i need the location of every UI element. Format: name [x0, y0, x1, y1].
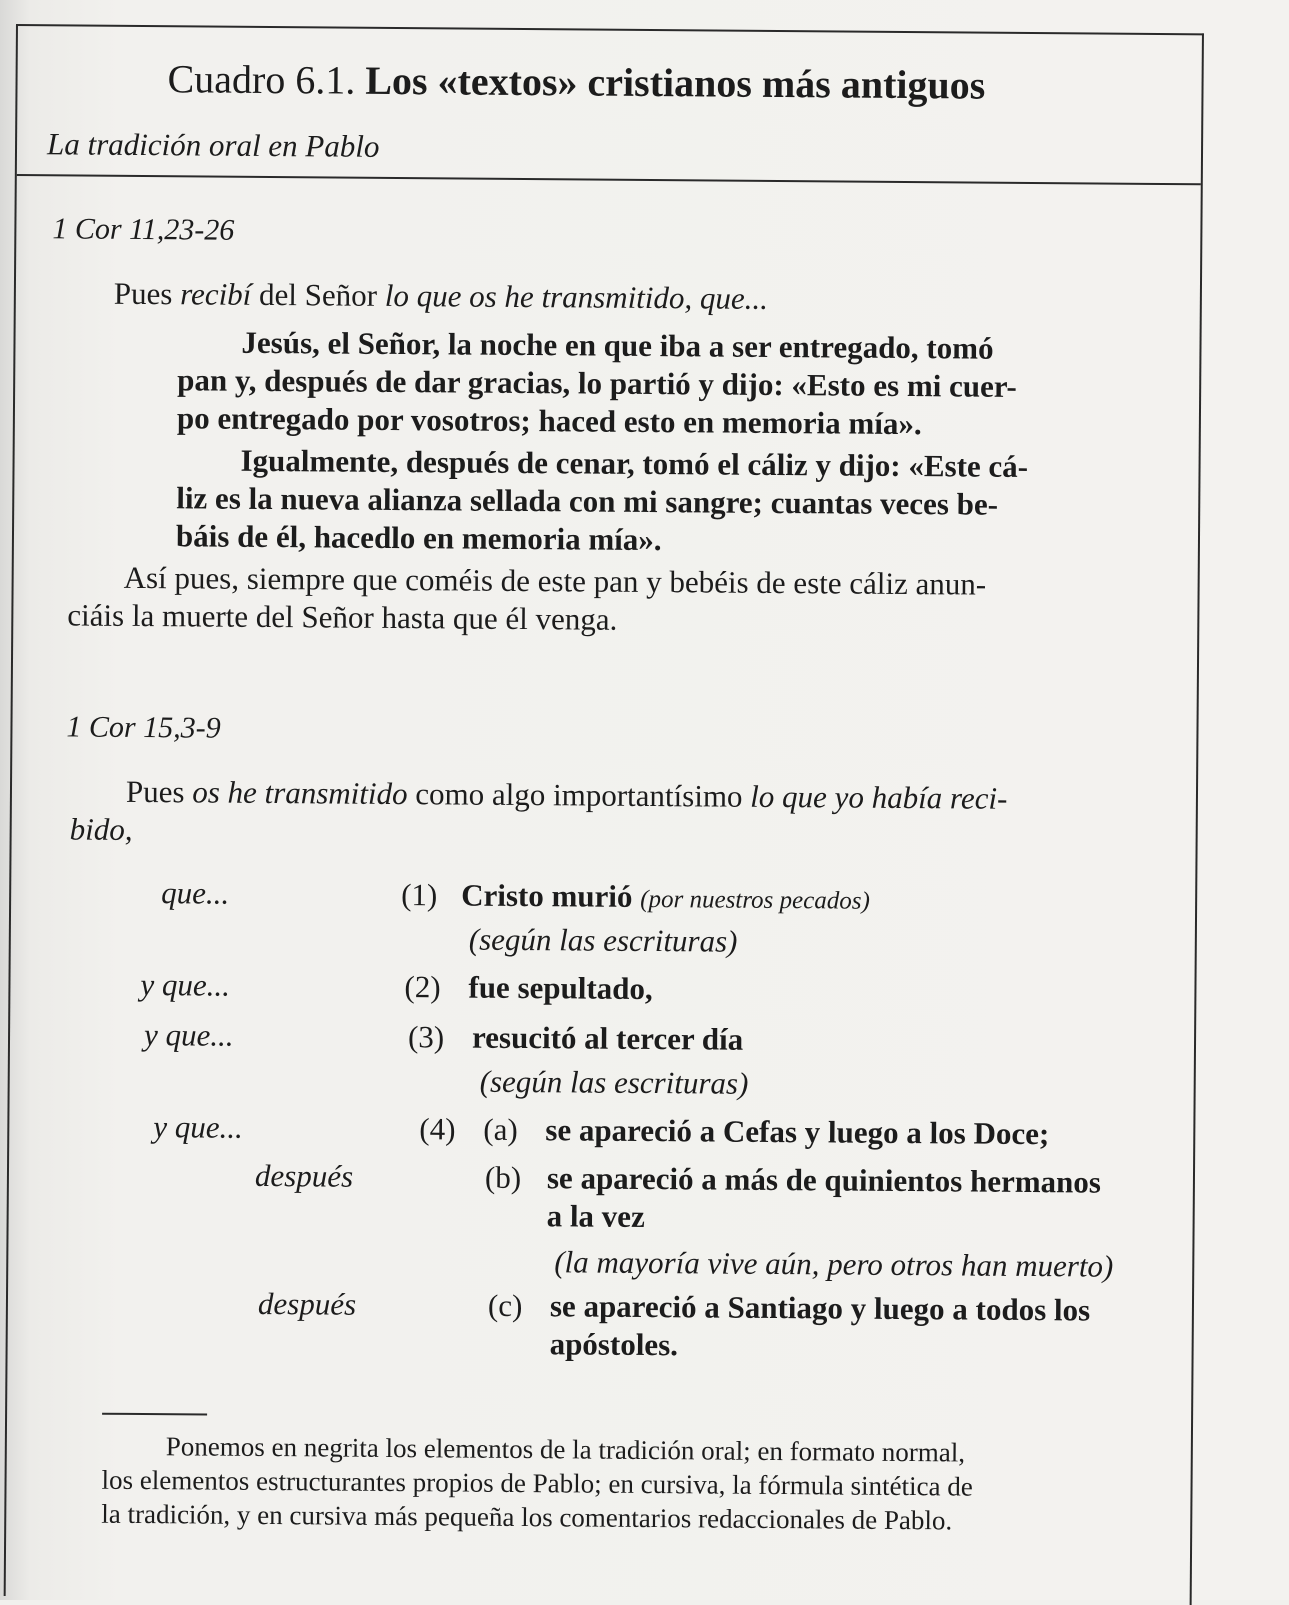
- closing-line1: Así pues, siempre que coméis de este pan y bebéis de este cáliz anun-: [123, 559, 987, 602]
- section2-ref: 1 Cor 15,3-9: [66, 710, 221, 745]
- item4b-note: (la mayoría vive aún, pero otros han muerto): [554, 1244, 1114, 1284]
- item4a-text: se apareció a Cefas y luego a los Doce;: [545, 1112, 1050, 1152]
- item4a-sub: (a): [483, 1111, 518, 1147]
- bold2-line1: Igualmente, después de cenar, tomó el cáliz y dijo: «Este cá-: [240, 442, 1029, 484]
- section1-closing: [67, 558, 1178, 643]
- item2-num: (2): [404, 969, 441, 1005]
- s2-intro-b: os he transmitido: [192, 774, 408, 812]
- bold1-line2: pan y, después de dar gracias, lo partió y dijo: «Esto es mi cuer-: [177, 362, 1017, 404]
- section1-bold-para-2: [176, 441, 1167, 563]
- closing-line2: ciáis la muerte del Señor hasta que él venga.: [67, 597, 618, 637]
- section1-intro: [114, 275, 768, 318]
- footnote-line2: los elementos estructurantes propios de Pablo; en cursiva, la fórmula sintética de: [101, 1464, 973, 1502]
- item4c-sub: (c): [487, 1287, 523, 1324]
- item4b-text2: a la vez: [546, 1198, 645, 1234]
- intro-b: recibí: [180, 276, 252, 312]
- bold1-line3: po entregado por vosotros; haced esto en memoria mía».: [176, 400, 922, 442]
- item1-main: Cristo murió: [461, 877, 633, 914]
- item3-lead: y que...: [143, 1017, 234, 1053]
- section1-ref: 1 Cor 11,23-26: [52, 212, 235, 247]
- section2-intro: [70, 772, 1181, 857]
- item3-num: (3): [407, 1019, 445, 1055]
- item4-lead: y que...: [153, 1109, 244, 1145]
- item3-note2: (según las escrituras): [479, 1063, 749, 1101]
- item1-note: (por nuestros pecados): [640, 885, 870, 915]
- box-title: [167, 55, 985, 108]
- bold1-line1: Jesús, el Señor, la noche en que iba a ser entregado, tomó: [241, 324, 994, 366]
- s2-intro-a: Pues: [125, 773, 193, 810]
- item4c-text: se apareció a Santiago y luego a todos los: [549, 1288, 1091, 1328]
- title-main: Los «textos» cristianos más antiguos: [365, 57, 986, 108]
- s2-intro-e: bido,: [69, 811, 133, 847]
- item1-lead: que...: [161, 875, 230, 911]
- header-divider: [17, 174, 1201, 185]
- item4c-lead: después: [257, 1285, 357, 1322]
- footnote-line1: Ponemos en negrita los elementos de la tradición oral; en formato normal,: [165, 1431, 966, 1468]
- item2-text: fue sepultado,: [468, 969, 653, 1007]
- intro-c: del Señor: [251, 276, 385, 313]
- item2-lead: y que...: [140, 967, 231, 1003]
- item4c-text2: apóstoles.: [549, 1326, 679, 1363]
- item4b-sub: (b): [484, 1159, 522, 1196]
- item1-num: (1): [401, 877, 438, 913]
- footnote-line3: la tradición, y en cursiva más pequeña los comentarios redaccionales de Pablo.: [101, 1498, 953, 1536]
- s2-intro-c: como algo importantísimo: [407, 776, 751, 814]
- section1-bold-para-1: [177, 323, 1168, 445]
- item3-text: resucitó al tercer día: [471, 1019, 744, 1057]
- item1-note2: (según las escrituras): [468, 921, 738, 959]
- item4-num: (4): [419, 1111, 456, 1147]
- item1-text: [461, 878, 870, 917]
- bold2-line2: liz es la nueva alianza sellada con mi sangre; cuantas veces be-: [176, 480, 999, 522]
- item4b-text: se apareció a más de quinientos hermanos: [546, 1160, 1102, 1200]
- item4b-lead: después: [254, 1157, 354, 1194]
- footnote-rule: [102, 1413, 207, 1416]
- title-prefix: Cuadro 6.1.: [167, 56, 356, 103]
- footnote: [101, 1429, 1192, 1540]
- s2-intro-d: lo que yo había reci-: [750, 778, 1008, 816]
- intro-a: Pues: [113, 275, 181, 312]
- table-box: [4, 24, 1204, 1605]
- box-subtitle: La tradición oral en Pablo: [46, 126, 380, 164]
- bold2-line3: báis de él, hacedlo en memoria mía».: [175, 518, 662, 558]
- intro-d: lo que os he transmitido, que...: [384, 277, 769, 316]
